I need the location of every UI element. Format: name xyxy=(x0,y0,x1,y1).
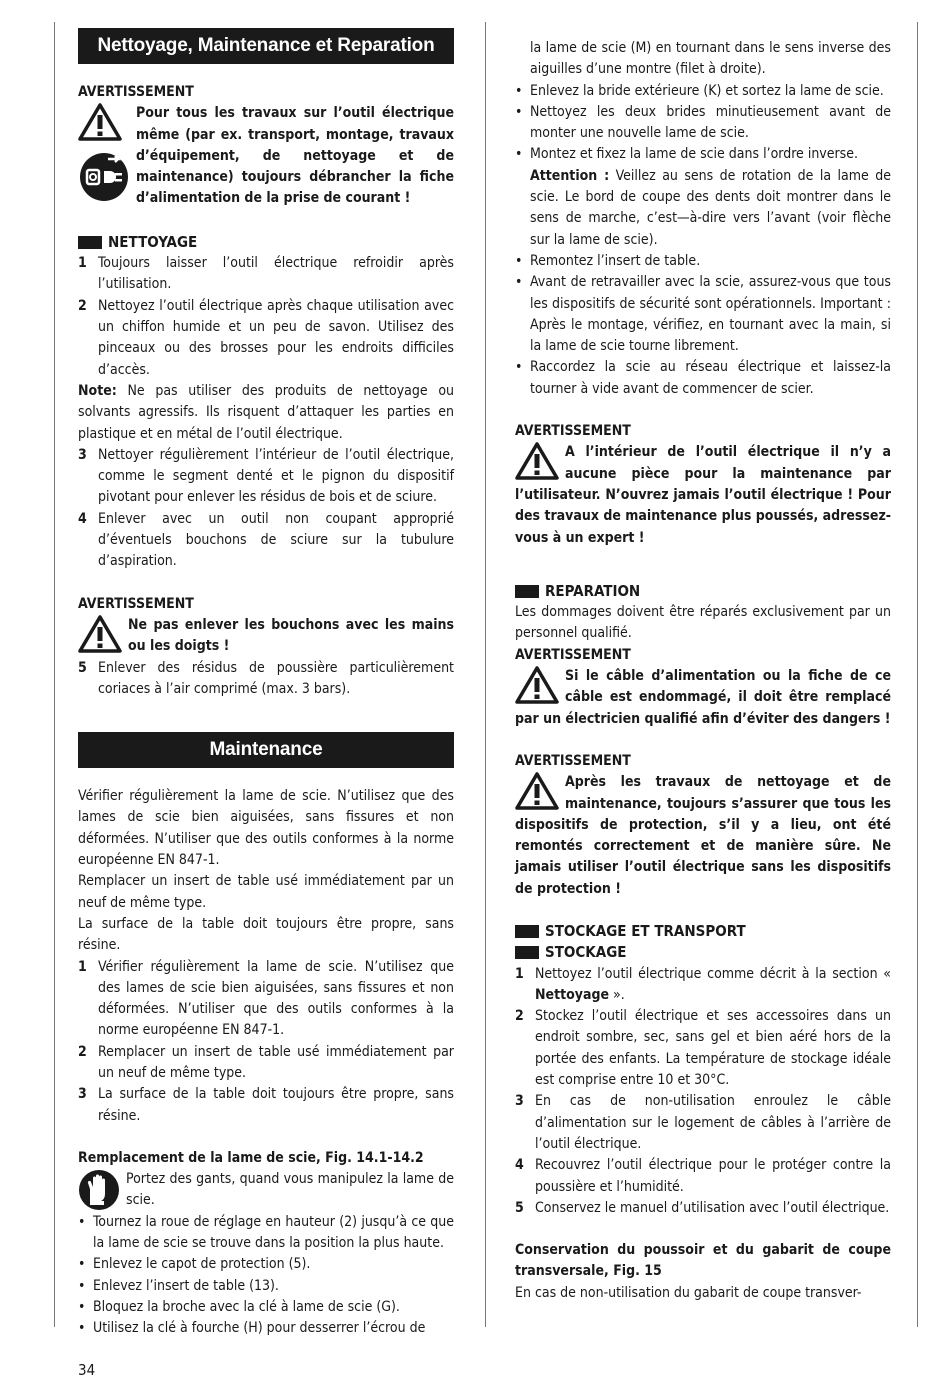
heading-stockage-transport: STOCKAGE ET TRANSPORT xyxy=(515,921,891,942)
heading-conservation: Conservation du poussoir et du gabarit de coupe transversale, Fig. 15 xyxy=(515,1242,891,1280)
list-item: • Remontez l’insert de table. xyxy=(515,252,701,269)
list-item: 4 Enlever avec un outil non coupant approprié d’éventuels bouchons de sciure sur la tubulure d’aspiration. xyxy=(78,510,454,570)
left-margin-rule xyxy=(54,22,55,1327)
list-item: • Avant de retravailler avec la scie, assurez-vous que tous les dispositifs de sécurité sont opérationnels. Important : Après le montage, vérifiez, en tournant avec la main, si la lame de scie tourne librement. xyxy=(515,274,891,355)
gloves-text: Portez des gants, quand vous manipulez la lame de scie. xyxy=(126,1171,454,1209)
list-item: 2 Stockez l’outil électrique et ses accessoires dans un endroit sombre, sec, sans gel et bien aéré hors de la portée des enfants. La température de stockage idéale est comprise entre 10 et 30°C. xyxy=(515,1008,891,1089)
list-item: 3 En cas de non-utilisation enroulez le câble d’alimentation sur le logement de câbles à l’arrière de l’outil électrique. xyxy=(515,1093,891,1152)
warning-block-hands xyxy=(78,615,454,658)
warning-triangle-icon xyxy=(78,103,122,141)
list-item: • Enlevez l’insert de table (13). xyxy=(78,1277,279,1294)
warning-text-unplug: Pour tous les travaux sur l’outil électrique même (par ex. transport, montage, travaux d’équipement, de nettoyage et de maintenance) toujours débrancher la fiche d’alimentation de la prise de courant ! xyxy=(136,105,454,207)
list-item: • Utilisez la clé à fourche (H) pour desserrer l’écrou de xyxy=(78,1320,426,1337)
list-item: • Bloquez la broche avec la clé à lame de scie (G). xyxy=(78,1298,400,1315)
attention-paragraph: Attention : Veillez au sens de rotation de la lame de scie. Le bord de coupe des dents doit montrer dans le sens de marche, c’est—à-dire vers l’avant (voir flèche sur la lame de scie). xyxy=(530,167,891,248)
heading-reparation: REPARATION xyxy=(515,581,891,602)
warning-triangle-icon xyxy=(515,442,559,480)
list-item: 3 La surface de la table doit toujours être propre, sans résine. xyxy=(78,1086,454,1124)
warning-triangle-icon xyxy=(515,772,559,810)
warning-block-protection xyxy=(515,772,891,900)
list-item: • Raccordez la scie au réseau électrique et laissez-la tourner à vide avant de commencer de scier. xyxy=(515,359,891,397)
list-item: 1 Nettoyez l’outil électrique comme décrit à la section « Nettoyage ». xyxy=(515,965,891,1003)
warning-block-unplug xyxy=(78,103,454,210)
list-item: 1 Toujours laisser l’outil électrique refroidir après l’utilisation. xyxy=(78,255,454,293)
list-item: 2 Nettoyez l’outil électrique après chaque utilisation avec un chiffon humide et un peu de savon. Utilisez des pinceaux ou des brosses pour les endroits difficiles d’accès. xyxy=(78,297,454,378)
center-column-rule xyxy=(485,22,486,1327)
note-paragraph: Note: Ne pas utiliser des produits de nettoyage ou solvants agressifs. Ils risquent d’attaquer les parties en plastique et en métal de l’outil électrique. xyxy=(78,382,455,442)
continued-text: la lame de scie (M) en tournant dans le sens inverse des aiguilles d’une montre (filet à droite). xyxy=(530,40,891,78)
gloves-note xyxy=(78,1169,454,1212)
warning-label: AVERTISSEMENT xyxy=(78,595,194,612)
heading-replace-blade: Remplacement de la lame de scie, Fig. 14.1-14.2 xyxy=(78,1149,424,1166)
list-item: • Montez et fixez la lame de scie dans l’ordre inverse. xyxy=(515,146,858,163)
unplug-icon xyxy=(78,151,130,203)
section-title-maintenance: Maintenance xyxy=(78,732,454,768)
list-item: • Enlevez la bride extérieure (K) et sortez la lame de scie. xyxy=(515,82,884,99)
section-title-nettoyage: Nettoyage, Maintenance et Reparation xyxy=(78,28,454,64)
warning-block-cable xyxy=(515,666,891,730)
list-item: 2 Remplacer un insert de table usé immédiatement par un neuf de même type. xyxy=(78,1043,454,1081)
warning-text-hands: Ne pas enlever les bouchons avec les mains ou les doigts ! xyxy=(128,616,454,655)
page-number: 34 xyxy=(78,1361,96,1379)
right-column xyxy=(515,38,891,1304)
heading-nettoyage: NETTOYAGE xyxy=(78,232,454,253)
conservation-text: En cas de non-utilisation du gabarit de coupe transver- xyxy=(515,1284,862,1301)
heading-stockage: STOCKAGE xyxy=(515,942,891,963)
gloves-icon xyxy=(78,1169,120,1211)
warning-triangle-icon xyxy=(515,666,559,704)
warning-block-no-parts xyxy=(515,442,891,548)
right-margin-rule xyxy=(917,22,918,1327)
list-item: • Enlevez le capot de protection (5). xyxy=(78,1256,311,1273)
warning-label: AVERTISSEMENT xyxy=(515,752,631,769)
list-item: 4 Recouvrez l’outil électrique pour le protéger contre la poussière et l’humidité. xyxy=(515,1157,891,1195)
list-item: 1 Vérifier régulièrement la lame de scie. N’utilisez que des lames de scie bien aiguisées, sans fissures et non déformées. N’utiliser que des outils conformes à la norme européenne EN 847-1. xyxy=(78,958,454,1039)
warning-triangle-icon xyxy=(78,615,122,653)
maintenance-paragraph: Remplacer un insert de table usé immédiatement par un neuf de même type. xyxy=(78,873,454,911)
left-column xyxy=(78,28,454,1340)
reparation-text: Les dommages doivent être réparés exclusivement par un personnel qualifié. xyxy=(515,604,891,642)
warning-text-cable: Si le câble d’alimentation ou la fiche de ce câble est endommagé, il doit être remplacé par un électricien qualifié afin d’éviter des dangers ! xyxy=(515,668,891,727)
warning-label: AVERTISSEMENT xyxy=(78,84,194,100)
warning-label: AVERTISSEMENT xyxy=(515,646,631,663)
warning-text-no-parts: A l’intérieur de l’outil électrique il n’y a aucune pièce pour la maintenance par l’utilisateur. N’ouvrez jamais l’outil électrique ! Pour des travaux de maintenance plus poussés, adressez-vous à un expert ! xyxy=(515,444,891,546)
maintenance-paragraph: La surface de la table doit toujours être propre, sans résine. xyxy=(78,915,454,954)
list-item: • Nettoyez les deux brides minutieusement avant de monter une nouvelle lame de scie. xyxy=(515,103,891,142)
list-item: 3 Nettoyer régulièrement l’intérieur de l’outil électrique, comme le segment denté et le pignon du dispositif pivotant pour enlever les résidus de bois et de sciure. xyxy=(78,446,454,506)
warning-label: AVERTISSEMENT xyxy=(515,423,631,440)
list-item: • Tournez la roue de réglage en hauteur (2) jusqu’à ce que la lame de scie se trouve dans la position la plus haute. xyxy=(78,1213,454,1252)
maintenance-paragraph: Vérifier régulièrement la lame de scie. N’utilisez que des lames de scie bien aiguisées, sans fissures et non déformées. N’utiliser que des outils conformes à la norme européenne EN 847-1. xyxy=(78,788,454,869)
list-item: 5 Enlever des résidus de poussière particulièrement coriaces à l’air comprimé (max. 3 bars). xyxy=(78,659,454,697)
warning-text-protection: Après les travaux de nettoyage et de maintenance, toujours s’assurer que tous les dispositifs de protection, s’il y a lieu, ont été remontés correctement et de manière sûre. Ne jamais utiliser l’outil électrique sans les dispositifs de protection ! xyxy=(515,774,891,897)
warning-icons xyxy=(78,103,130,210)
list-item: 5 Conservez le manuel d’utilisation avec l’outil électrique. xyxy=(515,1199,890,1216)
